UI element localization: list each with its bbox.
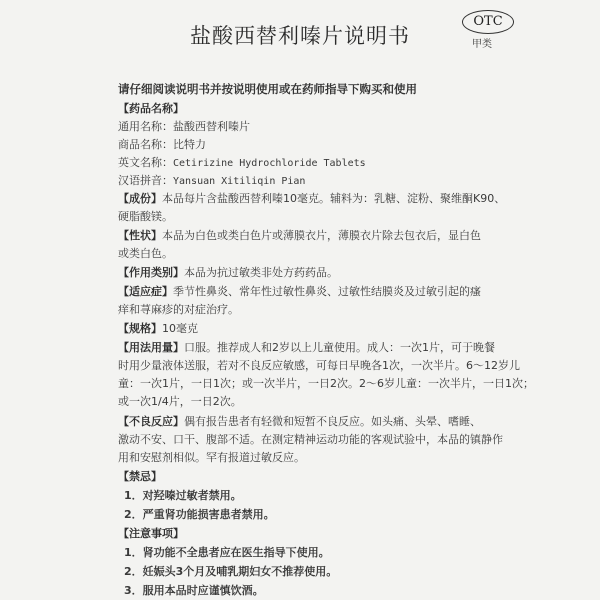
otc-badge: OTC bbox=[462, 10, 514, 34]
pinyin-name-label: 汉语拼音： bbox=[118, 174, 173, 187]
indications-heading: 【适应症】 bbox=[118, 285, 173, 298]
pinyin-name-row bbox=[118, 172, 305, 188]
contraindication-item-2: 2．严重肾功能损害患者禁用。 bbox=[124, 508, 275, 521]
pinyin-name: Yansuan Xitiliqin Pian bbox=[173, 176, 306, 187]
usage-notice: 请仔细阅读说明书并按说明使用或在药师指导下购买和使用 bbox=[118, 82, 417, 96]
document-title: 盐酸西替利嗪片说明书 bbox=[190, 24, 410, 48]
precaution-item-1: 1．肾功能不全患者应在医生指导下使用。 bbox=[124, 546, 330, 559]
description-line-2: 或类白色。 bbox=[118, 247, 173, 260]
specification-text-1: 10毫克 bbox=[162, 322, 198, 335]
adverse-line-1 bbox=[118, 413, 481, 429]
brand-name: 商品名称：比特力 bbox=[118, 138, 206, 151]
dosage-line-1 bbox=[118, 339, 495, 355]
dosage-text-1: 口服。推荐成人和2岁以上儿童使用。成人：一次1片，可于晚餐 bbox=[184, 341, 495, 354]
adverse-line-2: 激动不安、口干、腹部不适。在测定精神运动功能的客观试验中，本品的镇静作 bbox=[118, 433, 503, 446]
indications-line-2: 痒和荨麻疹的对症治疗。 bbox=[118, 303, 239, 316]
indications-text-1: 季节性鼻炎、常年性过敏性鼻炎、过敏性结膜炎及过敏引起的瘙 bbox=[173, 285, 481, 298]
composition-line-2: 硬脂酸镁。 bbox=[118, 210, 173, 223]
description-heading: 【性状】 bbox=[118, 229, 162, 242]
specification-heading: 【规格】 bbox=[118, 322, 162, 335]
drug-name-heading: 【药品名称】 bbox=[118, 102, 184, 115]
composition-line-1 bbox=[118, 190, 505, 206]
category-line-1 bbox=[118, 264, 338, 280]
description-line-1 bbox=[118, 227, 481, 243]
specification-line-1 bbox=[118, 320, 198, 336]
english-name-label: 英文名称： bbox=[118, 156, 173, 169]
description-text-1: 本品为白色或类白色片或薄膜衣片，薄膜衣片除去包衣后，显白色 bbox=[162, 229, 481, 242]
contraindication-item-1: 1．对羟嗪过敏者禁用。 bbox=[124, 489, 242, 502]
contraindications-heading: 【禁忌】 bbox=[118, 470, 162, 483]
composition-heading: 【成份】 bbox=[118, 192, 162, 205]
indications-line-1 bbox=[118, 283, 481, 299]
adverse-text-1: 偶有报告患者有轻微和短暂不良反应。如头痛、头晕、嗜睡、 bbox=[184, 415, 481, 428]
precautions-heading: 【注意事项】 bbox=[118, 527, 184, 540]
precaution-item-2: 2．妊娠头3个月及哺乳期妇女不推荐使用。 bbox=[124, 565, 338, 578]
dosage-heading: 【用法用量】 bbox=[118, 341, 184, 354]
generic-name: 通用名称：盐酸西替利嗪片 bbox=[118, 120, 250, 133]
category-text-1: 本品为抗过敏类非处方药药品。 bbox=[184, 266, 338, 279]
precaution-item-3: 3．服用本品时应谨慎饮酒。 bbox=[124, 584, 264, 597]
dosage-line-3: 童：一次1片，一日1次；或一次半片，一日2次。2～6岁儿童：一次半片，一日1次； bbox=[118, 377, 534, 390]
dosage-line-4: 或一次1/4片，一日2次。 bbox=[118, 395, 242, 408]
dosage-line-2: 时用少量液体送服，若对不良反应敏感，可每日早晚各1次，一次半片。6～12岁儿 bbox=[118, 359, 520, 372]
composition-text-1: 本品每片含盐酸西替利嗪10毫克。辅料为：乳糖、淀粉、聚维酮K90、 bbox=[162, 192, 506, 205]
english-name-row bbox=[118, 154, 366, 170]
category-heading: 【作用类别】 bbox=[118, 266, 184, 279]
english-name: Cetirizine Hydrochloride Tablets bbox=[173, 158, 366, 169]
adverse-heading: 【不良反应】 bbox=[118, 415, 184, 428]
otc-class-label: 甲类 bbox=[472, 39, 492, 50]
adverse-line-3: 用和安慰剂相似。罕有报道过敏反应。 bbox=[118, 451, 305, 464]
